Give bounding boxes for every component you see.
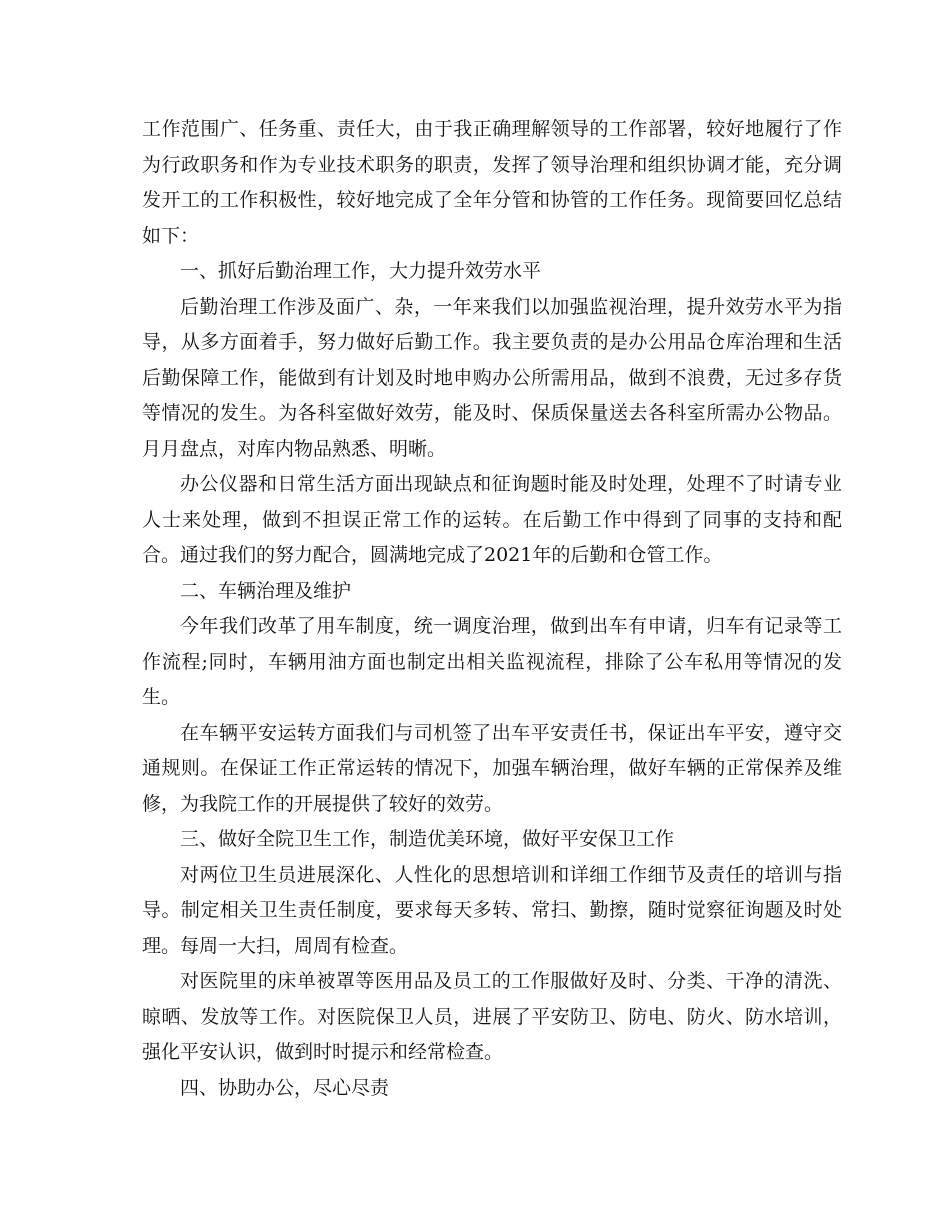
intro-paragraph: 工作范围广、任务重、责任大，由于我正确理解领导的工作部署，较好地履行了作为行政职务和作为专业技术职务的职责，发挥了领导治理和组织协调才能，充分调发开工的工作积极性，较好地完成了全年分管和协管的工作任务。现简要回忆总结如下： (142, 118, 842, 247)
body-paragraph: 后勤治理工作涉及面广、杂，一年来我们以加强监视治理，提升效劳水平为指导，从多方面着手，努力做好后勤工作。我主要负责的是办公用品仓库治理和生活后勤保障工作，能做到有计划及时地申购办公所需用品，做到不浪费，无过多存货等情况的发生。为各科室做好效劳，能及时、保质保量送去各科室所需办公物品。月月盘点，对库内物品熟悉、明晰。 (142, 295, 842, 460)
section-heading-1: 一、抓好后勤治理工作，大力提升效劳水平 (180, 260, 542, 282)
body-paragraph: 今年我们改革了用车制度，统一调度治理，做到出车有申请，归车有记录等工作流程;同时，车辆用油方面也制定出相关监视流程，排除了公车私用等情况的发生。 (142, 615, 842, 708)
body-paragraph: 对两位卫生员进展深化、人性化的思想培训和详细工作细节及责任的培训与指导。制定相关卫生责任制度，要求每天多转、常扫、勤擦，随时觉察征询题及时处理。每周一大扫，周周有检查。 (142, 863, 842, 957)
section-heading-2: 二、车辆治理及维护 (180, 579, 352, 602)
body-paragraph: 在车辆平安运转方面我们与司机签了出车平安责任书，保证出车平安，遵守交通规则。在保证工作正常运转的情况下，加强车辆治理，做好车辆的正常保养及维修，为我院工作的开展提供了较好的效劳。 (142, 721, 842, 815)
document-body (142, 112, 842, 1106)
body-paragraph: 对医院里的床单被罩等医用品及员工的工作服做好及时、分类、干净的清洗、晾晒、发放等工作。对医院保卫人员，进展了平安防卫、防电、防火、防水培训，强化平安认识，做到时时提示和经常检查。 (142, 970, 842, 1063)
section-heading-3: 三、做好全院卫生工作，制造优美环境，做好平安保卫工作 (180, 828, 675, 850)
section-heading-4: 四、协助办公，尽心尽责 (180, 1076, 390, 1099)
body-paragraph: 办公仪器和日常生活方面出现缺点和征询题时能及时处理，处理不了时请专业人士来处理，做到不担误正常工作的运转。在后勤工作中得到了同事的支持和配合。通过我们的努力配合，圆满地完成了2021年的后勤和仓管工作。 (142, 473, 842, 566)
